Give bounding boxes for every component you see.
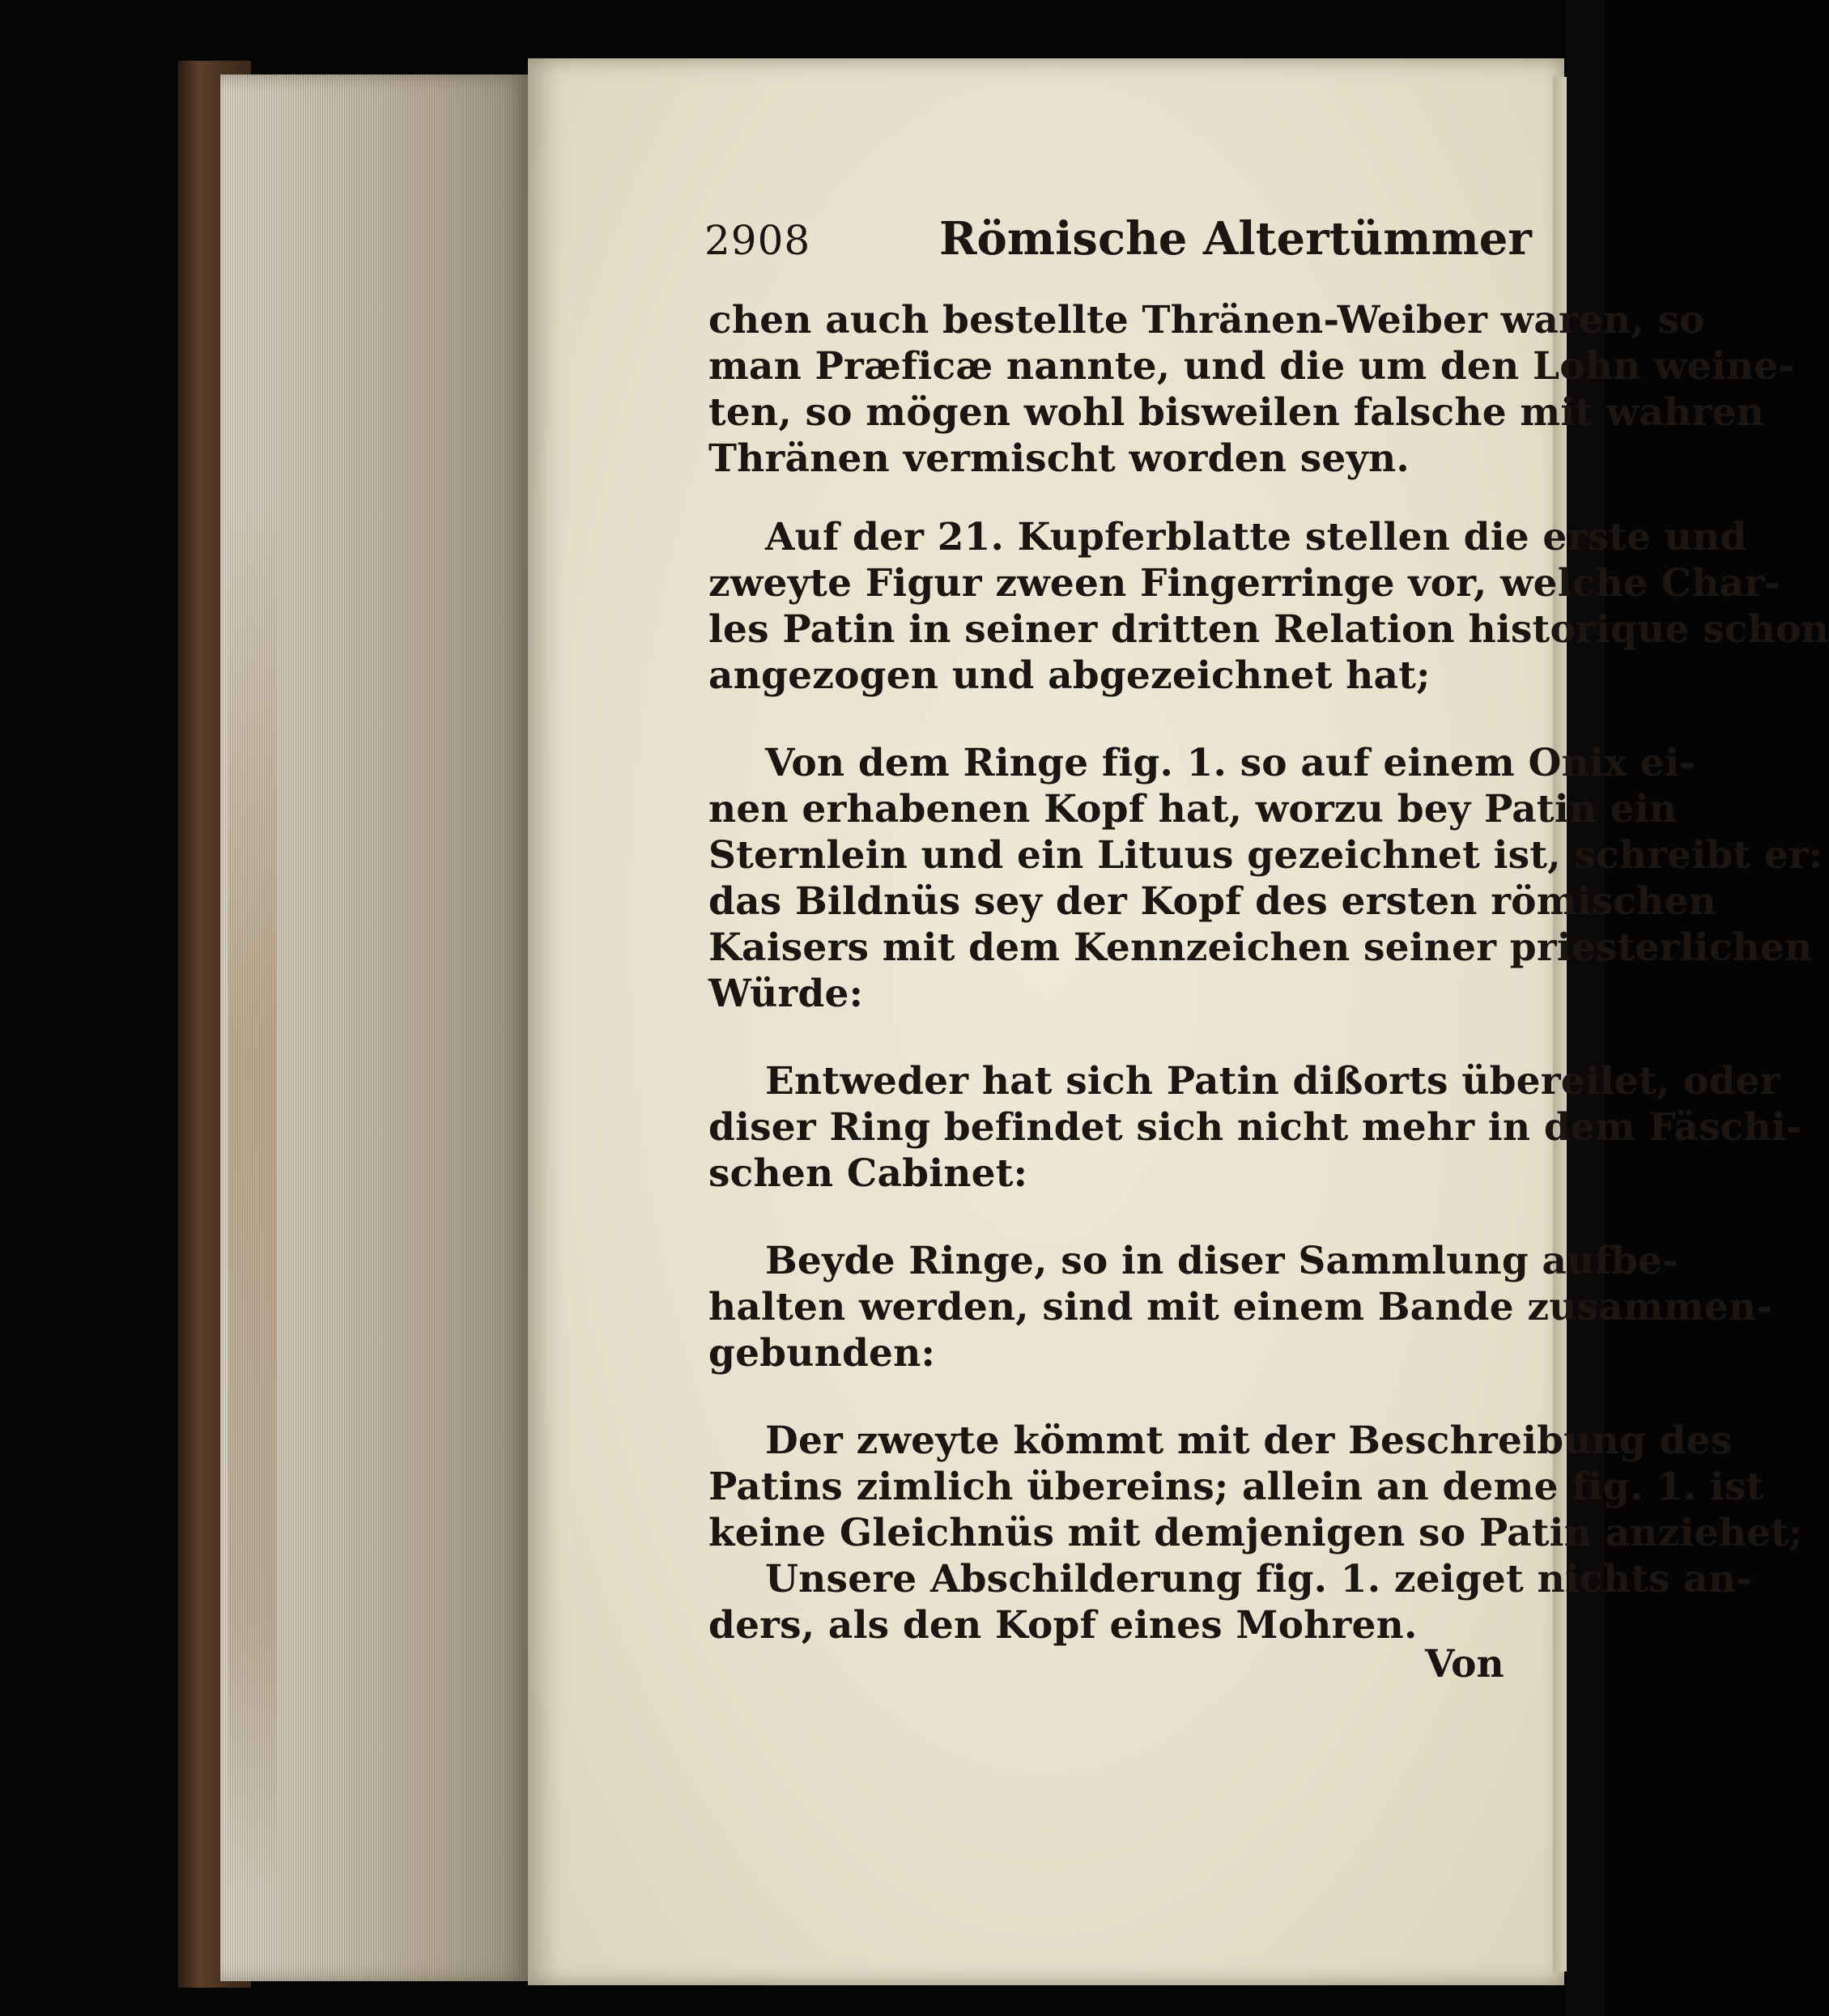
text-line: man Præficæ nannte, und die um den Lohn weine-: [708, 344, 1795, 389]
text-line: chen auch bestellte Thränen-Weiber waren, so: [708, 298, 1705, 342]
text-line: diser Ring befindet sich nicht mehr in dem Fäschi-: [708, 1105, 1802, 1150]
text-line: les Patin in seiner dritten Relation historique schon: [708, 607, 1829, 652]
catchword: Von: [1425, 1642, 1504, 1686]
text-line: Kaisers mit dem Kennzeichen seiner priesterlichen: [708, 925, 1813, 970]
text-line: Unsere Abschilderung fig. 1. zeiget nichts an-: [765, 1557, 1752, 1601]
text-line: Beyde Ringe, so in diser Sammlung aufbe-: [765, 1239, 1678, 1283]
text-line: Würde:: [708, 972, 864, 1016]
text-line: Sternlein und ein Lituus gezeichnet ist, schreibt er:: [708, 833, 1823, 878]
text-line: keine Gleichnüs mit demjenigen so Patin anziehet;: [708, 1511, 1803, 1555]
text-line: Der zweyte kömmt mit der Beschreibung des: [765, 1418, 1733, 1463]
text-line: gebunden:: [708, 1331, 936, 1376]
text-line: ten, so mögen wohl bisweilen falsche mit wahren: [708, 390, 1764, 435]
running-title: Römische Altertümmer: [939, 212, 1532, 266]
edge-stain: [228, 486, 277, 1903]
text-line: Patins zimlich übereins; allein an deme fig. 1. ist: [708, 1465, 1764, 1509]
text-line: halten werden, sind mit einem Bande zusammen-: [708, 1285, 1773, 1329]
page-number: 2908: [704, 217, 811, 264]
text-line: Thränen vermischt worden seyn.: [708, 436, 1410, 481]
text-line: zweyte Figur zween Fingerringe vor, welche Char-: [708, 561, 1780, 606]
text-line: schen Cabinet:: [708, 1151, 1028, 1196]
text-line: nen erhabenen Kopf hat, worzu bey Patin ein: [708, 787, 1678, 831]
text-line: ders, als den Kopf eines Mohren.: [708, 1603, 1418, 1648]
text-line: Entweder hat sich Patin dißorts übereilet, oder: [765, 1059, 1780, 1104]
text-line: Auf der 21. Kupferblatte stellen die erste und: [765, 515, 1747, 559]
text-line: das Bildnüs sey der Kopf des ersten römischen: [708, 879, 1717, 924]
text-line: angezogen und abgezeichnet hat;: [708, 653, 1431, 698]
text-line: Von dem Ringe fig. 1. so auf einem Onix ei-: [765, 741, 1695, 785]
